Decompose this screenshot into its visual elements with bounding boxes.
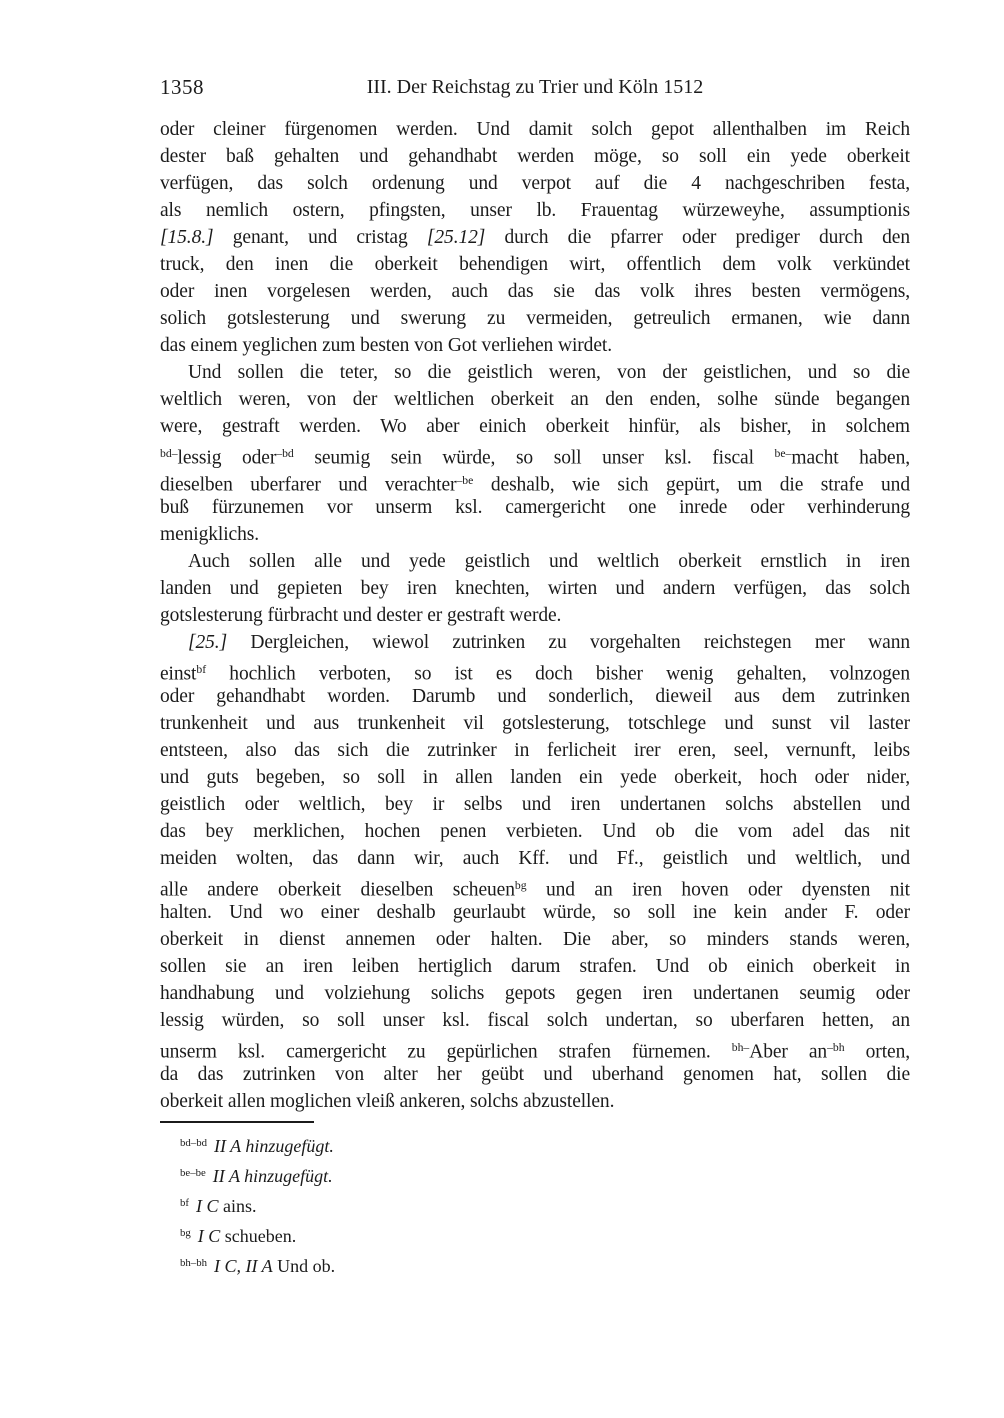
text-run: entsteen, also das sich die zutrinker in ferlicheit irer eren, seel, vernunft, leibs <box>160 740 910 761</box>
text-line <box>160 845 910 872</box>
text-run: und an iren hoven oder dyensten nit <box>526 879 911 901</box>
text-line <box>160 305 910 332</box>
text-line <box>160 521 910 548</box>
text-line <box>160 494 910 521</box>
text-line <box>160 359 910 386</box>
text-line <box>160 656 910 683</box>
text-run: Auch sollen alle und yede geistlich und weltlich oberkeit ernstlich in iren <box>188 551 910 572</box>
text-line <box>160 332 910 359</box>
italic-text: II A hinzugefügt. <box>212 1165 333 1186</box>
text-run: oder inen vorgelesen werden, auch das sie das volk ihres besten vermögens, <box>160 281 910 302</box>
text-line <box>160 575 910 602</box>
text-line <box>160 386 910 413</box>
italic-text: [25.] <box>188 632 228 653</box>
text-run: gotslesterung fürbracht und dester er gestraft werde. <box>160 605 562 626</box>
text-run: verfügen, das solch ordenung und verpot auf die 4 nachgeschriben festa, <box>160 173 910 194</box>
footnote-siglum: bg <box>180 1226 191 1239</box>
italic-text: I C <box>197 1225 221 1246</box>
text-line <box>160 899 910 926</box>
text-run: dieselben uberfarer und verachter <box>160 474 457 496</box>
text-run: genant, und cristag <box>213 227 427 248</box>
text-run: oberkeit in dienst annemen oder halten. Die aber, so minders stands weren, <box>160 929 910 950</box>
text-line <box>160 683 910 710</box>
text-run: lessig würden, so soll unser ksl. fiscal solch undertan, so uberfaren hetten, an <box>160 1010 910 1031</box>
text-run: unserm ksl. camergericht zu gepürlichen strafen fürnemen. <box>160 1041 732 1063</box>
footnote-siglum: bd–bd <box>180 1137 207 1149</box>
superscript-marker: –bh <box>827 1041 845 1054</box>
footnote-siglum: bh–bh <box>180 1256 207 1269</box>
text-run: Und ob. <box>272 1255 336 1276</box>
italic-text: [25.12] <box>426 227 486 248</box>
text-run: ains. <box>218 1195 257 1216</box>
text-line <box>160 440 910 467</box>
text-line <box>160 278 910 305</box>
text-run: deshalb, wie sich gepürt, um die strafe und <box>473 474 910 496</box>
text-line <box>160 818 910 845</box>
text-line <box>160 197 910 224</box>
text-line <box>160 710 910 737</box>
text-run: Aber an <box>749 1041 828 1063</box>
text-line <box>160 1061 910 1088</box>
text-run: trunkenheit und aus trunkenheit vil gotslesterung, totschlege und sunst vil laster <box>160 713 910 734</box>
text-line <box>160 872 910 899</box>
footnote <box>160 1190 910 1220</box>
superscript-marker: bg <box>514 879 527 892</box>
text-run: solich gotslesterung und swerung zu vermeiden, getreulich ermanen, wie dann <box>160 308 910 329</box>
footnote-siglum: bf <box>180 1196 189 1209</box>
italic-text: I C <box>196 1195 219 1216</box>
text-run: durch die pfarrer oder prediger durch den <box>485 227 910 248</box>
text-line <box>160 1007 910 1034</box>
text-line <box>160 926 910 953</box>
footnote <box>160 1160 910 1190</box>
text-run: Und sollen die teter, so die geistlich weren, von der geistlichen, und so die <box>188 362 910 383</box>
text-run: oder cleiner fürgenomen werden. Und damit solch gepot allenthalben im Reich <box>160 119 910 140</box>
text-line <box>160 791 910 818</box>
page-number: 1358 <box>160 75 204 99</box>
text-run: da das zutrinken von alter her geübt und uberhand genomen hat, sollen die <box>160 1064 910 1085</box>
footnote-rule <box>160 1121 314 1123</box>
footnotes <box>160 1121 910 1280</box>
text-run: orten, <box>844 1041 910 1063</box>
text-run: buß fürzunemen vor unserm ksl. camergericht one inrede oder verhinderung <box>160 497 910 518</box>
text-run: einst <box>160 663 197 685</box>
text-line <box>160 224 910 251</box>
text-line <box>160 251 910 278</box>
text-line <box>160 980 910 1007</box>
superscript-marker: bf <box>196 663 207 676</box>
italic-text: I C, II A <box>214 1255 273 1276</box>
text-run: meiden wolten, das dann wir, auch Kff. und Ff., geistlich und weltlich, und <box>160 848 910 869</box>
text-run: oder gehandhabt worden. Darumb und sonderlich, dieweil aus dem zutrinken <box>160 686 910 707</box>
text-run: truck, den inen die oberkeit behendigen wirt, offentlich dem volk verkündet <box>160 254 910 275</box>
text-line <box>160 629 910 656</box>
text-run: dester baß gehalten und gehandhabt werden möge, so soll ein yede oberkeit <box>160 146 910 167</box>
footnote-siglum: be–be <box>180 1166 206 1179</box>
running-title: III. Der Reichstag zu Trier und Köln 1512 <box>366 76 704 98</box>
text-line <box>160 764 910 791</box>
superscript-marker: –be <box>456 474 474 487</box>
text-line <box>160 1034 910 1061</box>
text-run: und guts begeben, so soll in allen landen ein yede oberkeit, hoch oder nider, <box>160 767 910 788</box>
text-line <box>160 170 910 197</box>
page-header <box>160 74 910 101</box>
text-run: lessig oder <box>177 447 277 469</box>
superscript-marker: be– <box>774 447 792 460</box>
text-run: macht haben, <box>791 447 911 469</box>
footnote-list <box>160 1130 910 1280</box>
text-run: seumig sein würde, so soll unser ksl. fiscal <box>293 447 775 469</box>
text-run: hochlich verboten, so ist es doch bisher wenig gehalten, volnzogen <box>206 663 910 685</box>
text-line <box>160 953 910 980</box>
text-run: schueben. <box>220 1225 297 1246</box>
text-run: handhabung und volziehung solichs gepots gegen iren undertanen seumig oder <box>160 983 910 1004</box>
text-run: sollen sie an iren leiben hertiglich darum strafen. Und ob einich oberkeit in <box>160 956 910 977</box>
text-run: halten. Und wo einer deshalb geurlaubt würde, so soll ine kein ander F. oder <box>160 902 910 923</box>
text-line <box>160 413 910 440</box>
text-line <box>160 737 910 764</box>
text-run: Dergleichen, wiewol zutrinken zu vorgehalten reichstegen mer wann <box>227 632 910 653</box>
text-line <box>160 116 910 143</box>
text-line <box>160 467 910 494</box>
footnote <box>160 1250 910 1280</box>
text-line <box>160 602 910 629</box>
text-line <box>160 143 910 170</box>
text-run: landen und gepieten bey iren knechten, wirten und andern verfügen, das solch <box>160 578 910 599</box>
text-line <box>160 548 910 575</box>
text-run: menigklichs. <box>160 524 259 545</box>
footnote <box>160 1220 910 1250</box>
text-run: das einem yeglichen zum besten von Got verliehen wirdet. <box>160 335 612 356</box>
superscript-marker: bh– <box>731 1041 750 1054</box>
footnote <box>160 1130 910 1160</box>
superscript-marker: –bd <box>276 447 294 460</box>
text-run: geistlich oder weltlich, bey ir selbs und iren undertanen solchs abstellen und <box>160 794 910 815</box>
superscript-marker: bd– <box>160 447 178 460</box>
text-line <box>160 1088 910 1115</box>
text-run: alle andere oberkeit dieselben scheuen <box>160 879 515 901</box>
body-text <box>160 116 910 1115</box>
text-run: das bey merklichen, hochen penen verbieten. Und ob die vom adel das nit <box>160 821 910 842</box>
text-run: weltlich weren, von der weltlichen oberkeit an den enden, solhe sünde begangen <box>160 389 910 410</box>
text-run: als nemlich ostern, pfingsten, unser lb. Frauentag würzeweyhe, assumptionis <box>160 200 910 221</box>
text-run: were, gestraft werden. Wo aber einich oberkeit hinfür, als bisher, in solchem <box>160 416 910 437</box>
italic-text: II A hinzugefügt. <box>214 1135 334 1156</box>
italic-text: [15.8.] <box>160 227 214 248</box>
text-run: oberkeit allen moglichen vleiß ankeren, solchs abzustellen. <box>160 1091 615 1112</box>
